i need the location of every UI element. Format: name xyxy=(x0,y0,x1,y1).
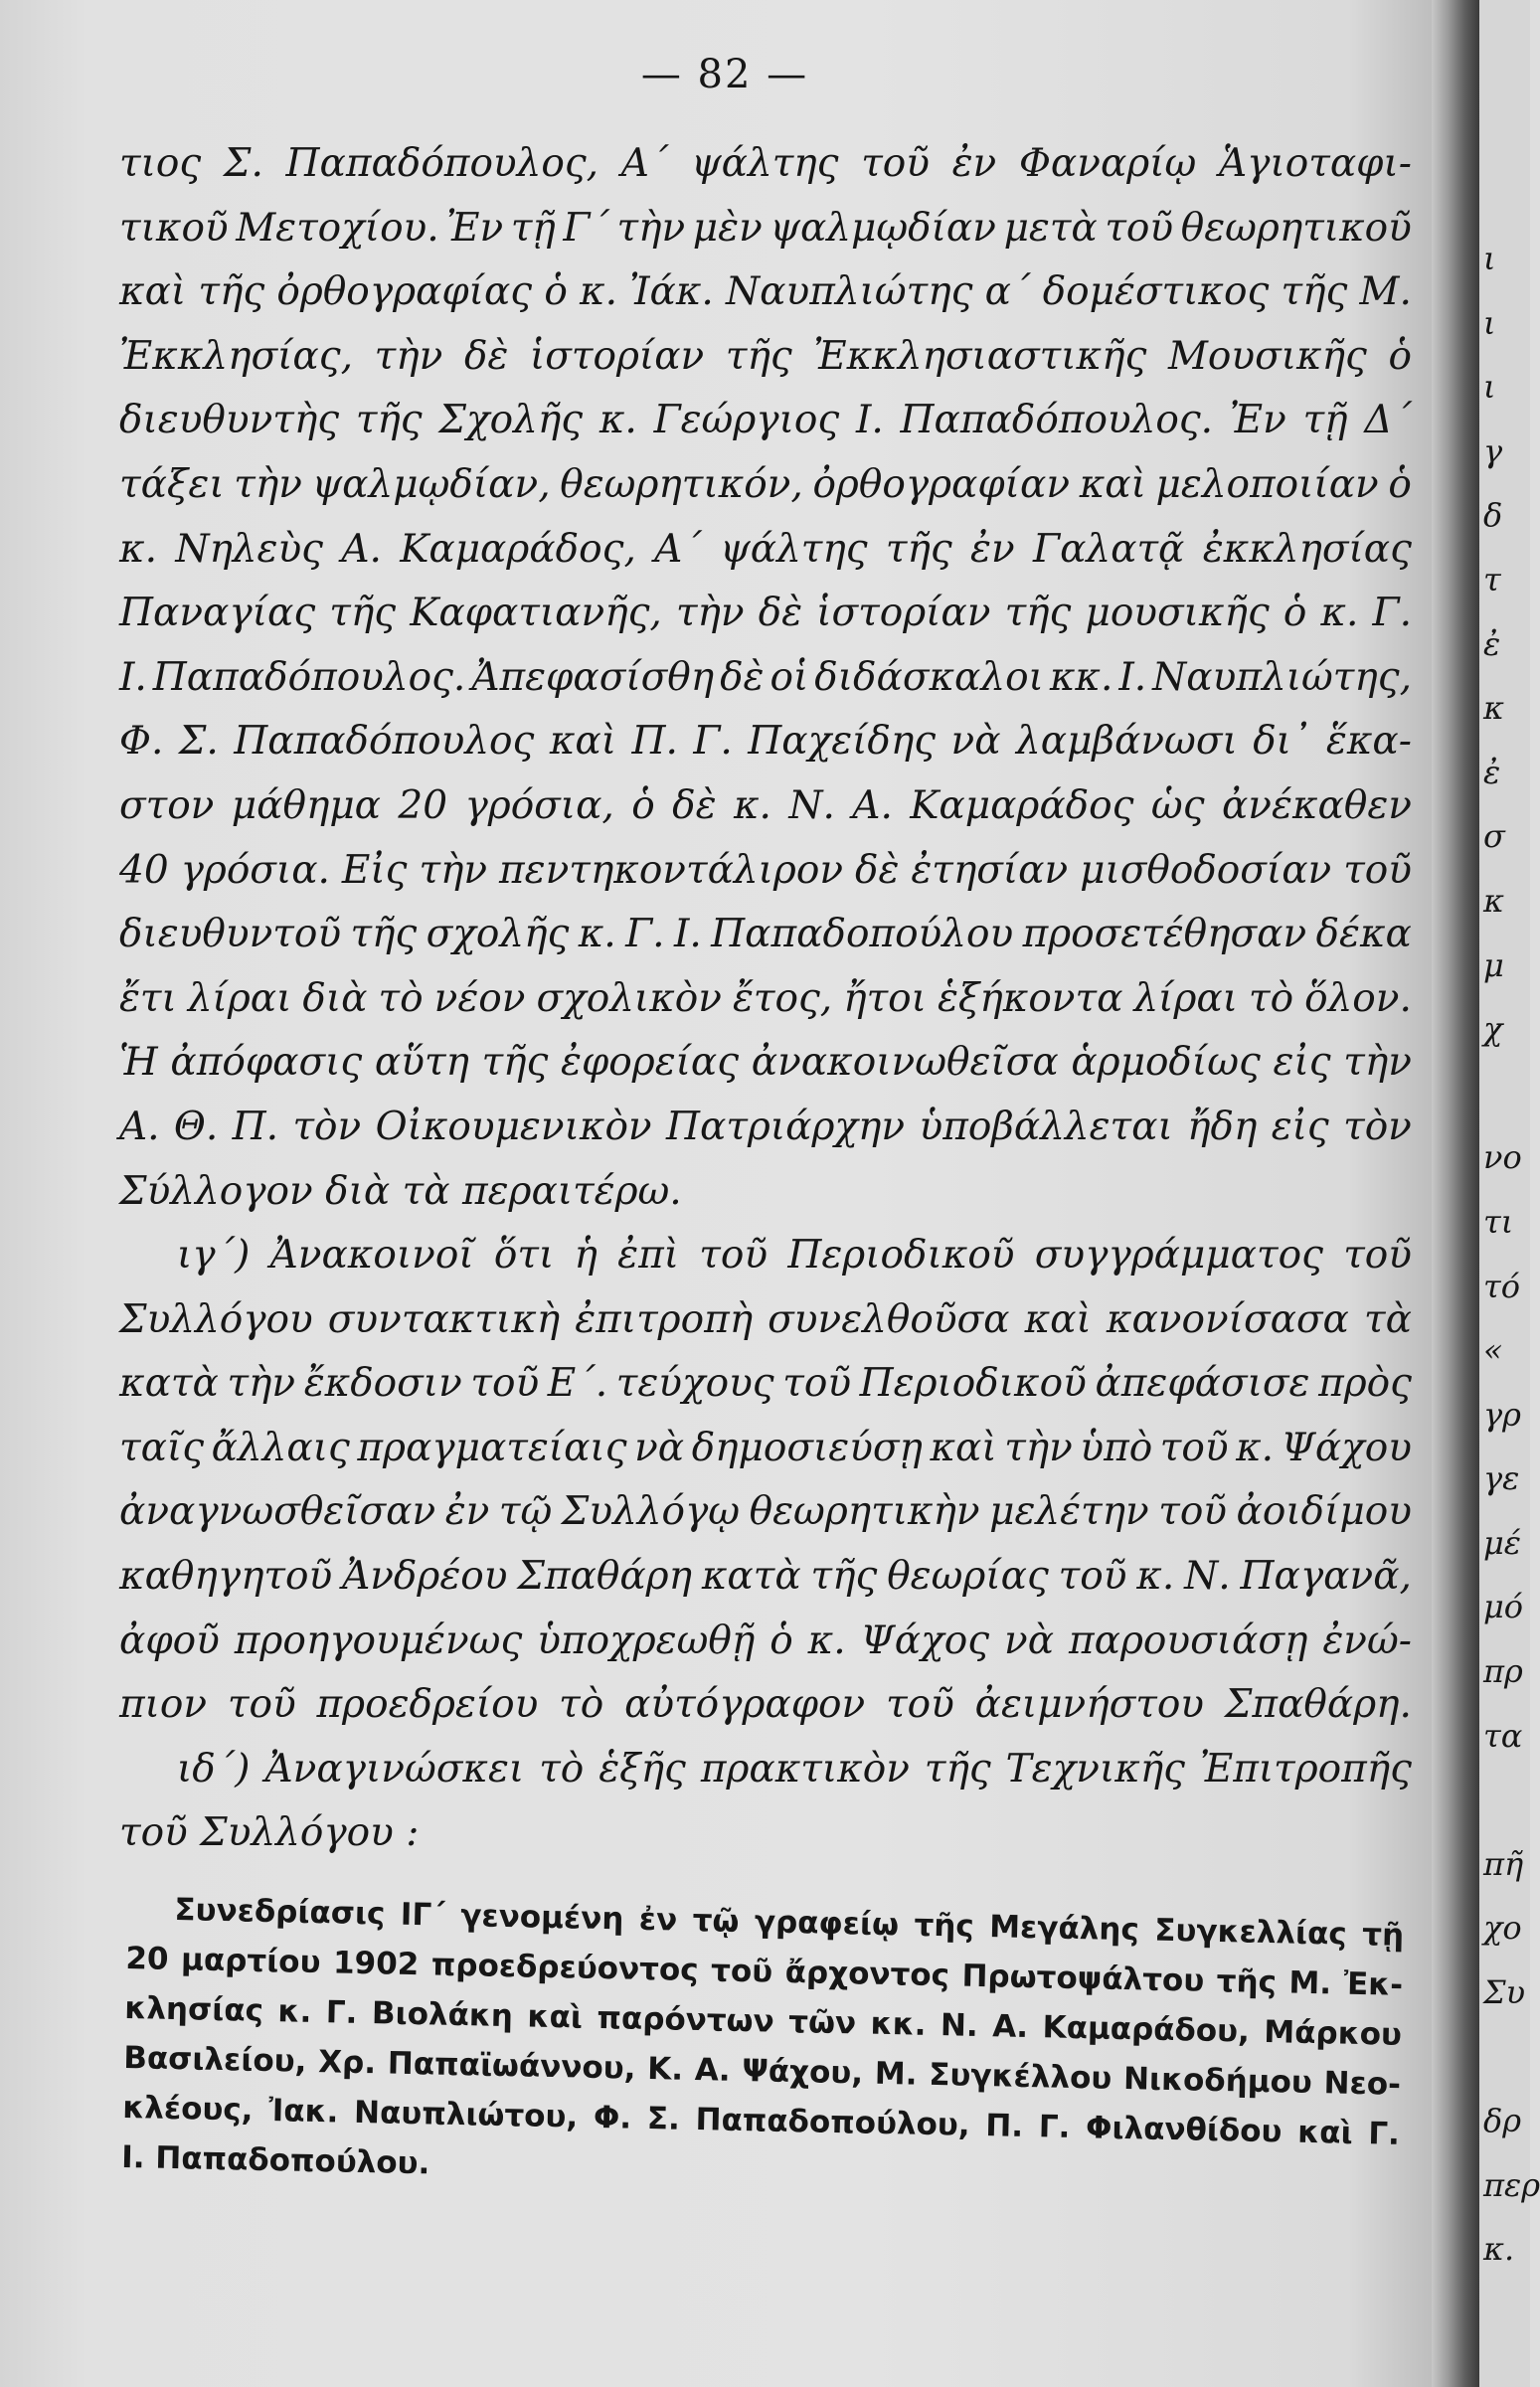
body-line: διευθυντοῦ τῆς σχολῆς κ. Γ. Ι. Παπαδοπούλου προσετέθησαν δέκα xyxy=(119,912,1412,957)
body-line: τικοῦ Μετοχίου. Ἐν τῇ Γ΄ τὴν μὲν ψαλμῳδίαν μετὰ τοῦ θεωρητικοῦ xyxy=(119,205,1412,251)
body-line: κ. Νηλεὺς Α. Καμαράδος, Α΄ ψάλτης τῆς ἐν Γαλατᾷ ἐκκλησίας xyxy=(119,526,1412,572)
body-line: καὶ τῆς ὀρθογραφίας ὁ κ. Ἰάκ. Ναυπλιώτης α΄ δομέστικος τῆς Μ. xyxy=(119,269,1412,315)
adjacent-page-fragment: δρ xyxy=(1483,2102,1522,2140)
body-line: Παναγίας τῆς Καφατιανῆς, τὴν δὲ ἱστορίαν τῆς μουσικῆς ὁ κ. Γ. xyxy=(119,591,1412,636)
minutes-line: Ι. Παπαδοπούλου. xyxy=(120,2138,430,2182)
body-line: τάξει τὴν ψαλμῳδίαν, θεωρητικόν, ὀρθογραφίαν καὶ μελοποιίαν ὁ xyxy=(119,461,1412,507)
body-line: ἔτι λίραι διὰ τὸ νέον σχολικὸν ἔτος, ἤτοι ἑξήκοντα λίραι τὸ ὅλον. xyxy=(119,975,1412,1021)
body-line: ιγ΄) Ἀνακοινοῖ ὅτι ἡ ἐπὶ τοῦ Περιοδικοῦ συγγράμματος τοῦ xyxy=(177,1233,1412,1279)
body-text xyxy=(119,132,1412,1866)
adjacent-page-fragment: πρ xyxy=(1483,1652,1523,1691)
body-line: τιος Σ. Παπαδόπουλος, Α΄ ψάλτης τοῦ ἐν Φαναρίῳ Ἁγιοταφι- xyxy=(119,141,1412,186)
adjacent-page-fragment: μ xyxy=(1483,945,1504,984)
adjacent-page-fragment: χ xyxy=(1483,1010,1503,1049)
adjacent-page-fragment: ι xyxy=(1483,303,1496,342)
adjacent-page-fragment: ι xyxy=(1483,368,1496,407)
adjacent-page-fragment xyxy=(1479,1062,1540,1126)
body-line: Ι. Παπαδόπουλος. Ἀπεφασίσθη δὲ οἱ διδάσκαλοι κκ. Ι. Ναυπλιώτης, xyxy=(119,654,1412,700)
adjacent-page-fragment: ἐ xyxy=(1483,624,1501,663)
minutes-line: Συνεδρίασις ΙΓ΄ γενομένη ἐν τῷ γραφείῳ τῆς Μεγάλης Συγκελλίας τῇ xyxy=(174,1892,1405,1954)
book-gutter xyxy=(1432,0,1479,2387)
adjacent-page-fragment: γε xyxy=(1483,1459,1520,1498)
minutes-line: Βασιλείου, Χρ. Παπαϊωάννου, Κ. Α. Ψάχου, Μ. Συγκέλλου Νικοδήμου Νεο- xyxy=(122,2039,1402,2103)
body-line: κατὰ τὴν ἔκδοσιν τοῦ Ε΄. τεύχους τοῦ Περιοδικοῦ ἀπεφάσισε πρὸς xyxy=(119,1361,1412,1407)
body-line: ιδ΄) Ἀναγινώσκει τὸ ἑξῆς πρακτικὸν τῆς Τεχνικῆς Ἐπιτροπῆς xyxy=(177,1746,1412,1791)
minutes-line: κλησίας κ. Γ. Βιολάκη καὶ παρόντων τῶν κκ. Ν. Α. Καμαράδου, Μάρκου xyxy=(124,1989,1403,2053)
adjacent-page-fragment: σ xyxy=(1483,817,1505,856)
body-line: τοῦ Συλλόγου : xyxy=(119,1810,420,1856)
adjacent-page-fragment: ἐ xyxy=(1483,753,1501,791)
adjacent-page-fragment: κ. xyxy=(1483,2230,1515,2269)
adjacent-page-fragment: κ xyxy=(1483,881,1504,920)
adjacent-page-fragment: νο xyxy=(1483,1138,1522,1177)
body-line: καθηγητοῦ Ἀνδρέου Σπαθάρη κατὰ τῆς θεωρίας τοῦ κ. Ν. Παγανᾶ, xyxy=(119,1554,1412,1600)
adjacent-page-fragment: τό xyxy=(1483,1267,1520,1305)
adjacent-page-fragment: « xyxy=(1483,1331,1503,1370)
adjacent-page-fragment: γ xyxy=(1483,431,1503,470)
body-line: Συλλόγου συντακτικὴ ἐπιτροπὴ συνελθοῦσα καὶ κανονίσασα τὰ xyxy=(119,1296,1412,1342)
body-line: Φ. Σ. Παπαδόπουλος καὶ Π. Γ. Παχείδης νὰ λαμβάνωσι δι᾽ ἕκα- xyxy=(119,719,1412,765)
adjacent-page-fragment: τα xyxy=(1483,1716,1523,1755)
adjacent-page-fragment xyxy=(1479,2025,1540,2090)
minutes-line: 20 μαρτίου 1902 προεδρεύοντος τοῦ ἄρχοντος Πρωτοψάλτου τῆς Μ. Ἐκ- xyxy=(125,1940,1404,2003)
body-line: Ἐκκλησίας, τὴν δὲ ἱστορίαν τῆς Ἐκκλησιαστικῆς Μουσικῆς ὁ xyxy=(119,333,1412,379)
adjacent-page-fragment: γρ xyxy=(1483,1395,1521,1434)
adjacent-page-fragment: τι xyxy=(1483,1202,1514,1241)
adjacent-page-fragment: ι xyxy=(1483,240,1496,277)
adjacent-page-fragment: δ xyxy=(1483,496,1503,535)
adjacent-page-fragment: χο xyxy=(1483,1909,1522,1948)
adjacent-page-edge xyxy=(1479,0,1540,2387)
page-number: — 82 — xyxy=(640,52,809,97)
body-line: Α. Θ. Π. τὸν Οἰκουμενικὸν Πατριάρχην ὑποβάλλεται ἤδη εἰς τὸν xyxy=(119,1104,1412,1149)
body-line: 40 γρόσια. Εἰς τὴν πεντηκοντάλιρον δὲ ἐτησίαν μισθοδοσίαν τοῦ xyxy=(119,847,1412,893)
adjacent-page-fragment: τ xyxy=(1483,560,1501,598)
adjacent-page-fragment: πῆ xyxy=(1483,1844,1524,1883)
adjacent-page-fragment: μέ xyxy=(1483,1523,1521,1562)
minutes-line: κλέους, Ἰακ. Ναυπλιώτου, Φ. Σ. Παπαδοπούλου, Π. Γ. Φιλανθίδου καὶ Γ. xyxy=(121,2089,1401,2152)
adjacent-page-fragment: Συ xyxy=(1483,1973,1526,2012)
adjacent-page-fragment: μό xyxy=(1483,1588,1524,1626)
minutes-excerpt xyxy=(121,1884,1405,2209)
body-line: διευθυντὴς τῆς Σχολῆς κ. Γεώργιος Ι. Παπαδόπουλος. Ἐν τῇ Δ΄ xyxy=(119,398,1412,443)
body-line: πιον τοῦ προεδρείου τὸ αὐτόγραφον τοῦ ἀειμνήστου Σπαθάρη. xyxy=(119,1682,1412,1728)
adjacent-page-text xyxy=(1479,227,1540,2282)
body-line: Σύλλογον διὰ τὰ περαιτέρω. xyxy=(119,1168,682,1214)
body-line: ἀφοῦ προηγουμένως ὑποχρεωθῇ ὁ κ. Ψάχος νὰ παρουσιάσῃ ἐνώ- xyxy=(119,1618,1412,1663)
adjacent-page-fragment: περ xyxy=(1483,2165,1540,2204)
body-line: ἀναγνωσθεῖσαν ἐν τῷ Συλλόγῳ θεωρητικὴν μελέτην τοῦ ἀοιδίμου xyxy=(119,1489,1412,1535)
adjacent-page-fragment: κ xyxy=(1483,689,1504,728)
adjacent-page-fragment xyxy=(1479,1768,1540,1832)
body-line: στον μάθημα 20 γρόσια, ὁ δὲ κ. Ν. Α. Καμαράδος ὡς ἀνέκαθεν xyxy=(119,782,1412,828)
body-line: Ἡ ἀπόφασις αὕτη τῆς ἐφορείας ἀνακοινωθεῖσα ἁρμοδίως εἰς τὴν xyxy=(119,1040,1412,1086)
body-line: ταῖς ἄλλαις πραγματείαις νὰ δημοσιεύσῃ καὶ τὴν ὑπὸ τοῦ κ. Ψάχου xyxy=(119,1425,1412,1470)
